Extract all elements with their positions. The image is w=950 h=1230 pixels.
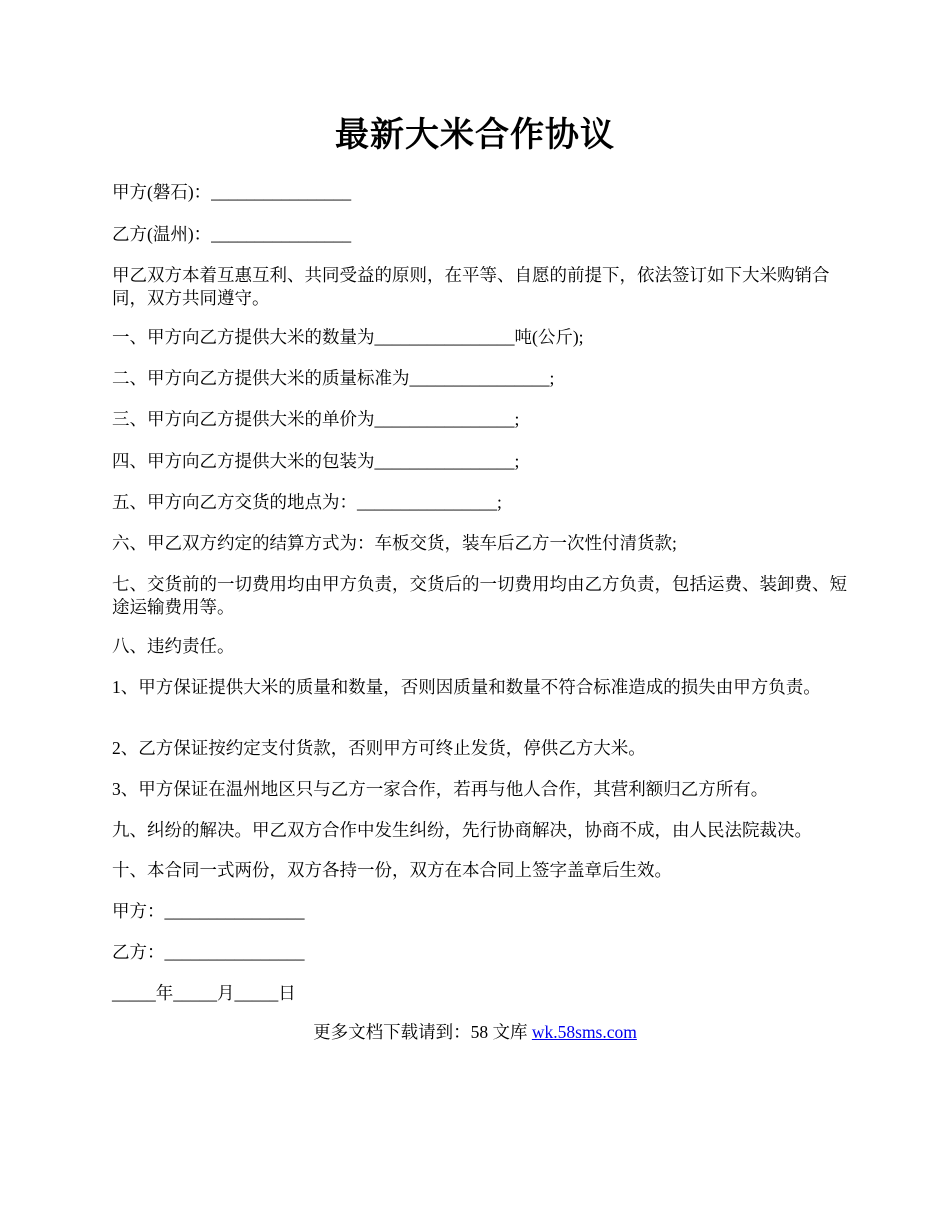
party-b-header: 乙方(温州)：________________: [112, 224, 352, 244]
clause-3: 三、甲方向乙方提供大米的单价为________________;: [112, 409, 520, 429]
clause-8: 八、违约责任。: [112, 636, 235, 656]
clause-1: 一、甲方向乙方提供大米的数量为________________吨(公斤);: [112, 327, 584, 347]
footer-link[interactable]: wk.58sms.com: [531, 1022, 637, 1042]
clause-9: 九、纠纷的解决。甲乙双方合作中发生纠纷，先行协商解决，协商不成，由人民法院裁决。: [112, 820, 812, 840]
clause-4: 四、甲方向乙方提供大米的包装为________________;: [112, 451, 520, 471]
clause-5: 五、甲方向乙方交货的地点为：________________;: [112, 492, 502, 512]
signature-party-a: 甲方：________________: [112, 901, 305, 921]
clause-2: 二、甲方向乙方提供大米的质量标准为________________;: [112, 368, 555, 388]
signature-date: _____年_____月_____日: [112, 983, 296, 1003]
document-title: 最新大米合作协议: [335, 117, 615, 154]
party-a-header: 甲方(磐石)：________________: [112, 182, 352, 202]
clause-6: 六、甲乙双方约定的结算方式为：车板交货，装车后乙方一次性付清货款;: [112, 533, 677, 553]
signature-party-b: 乙方：________________: [112, 942, 305, 962]
footer-text: 更多文档下载请到：58 文库: [313, 1022, 532, 1042]
clause-7: 七、交货前的一切费用均由甲方负责，交货后的一切费用均由乙方负责，包括运费、装卸费、短途运输费用等。: [112, 574, 847, 617]
clause-8-item-2: 2、乙方保证按约定支付货款，否则甲方可终止发货，停供乙方大米。: [112, 738, 646, 758]
footer: [0, 1021, 950, 1044]
clause-10: 十、本合同一式两份，双方各持一份，双方在本合同上签字盖章后生效。: [112, 860, 672, 880]
intro-paragraph: 甲乙双方本着互惠互利、共同受益的原则，在平等、自愿的前提下，依法签订如下大米购销合同，双方共同遵守。: [112, 265, 830, 308]
clause-8-item-3: 3、甲方保证在温州地区只与乙方一家合作，若再与他人合作，其营利额归乙方所有。: [112, 779, 769, 799]
clause-8-item-1: 1、甲方保证提供大米的质量和数量，否则因质量和数量不符合标准造成的损失由甲方负责。: [112, 677, 821, 697]
